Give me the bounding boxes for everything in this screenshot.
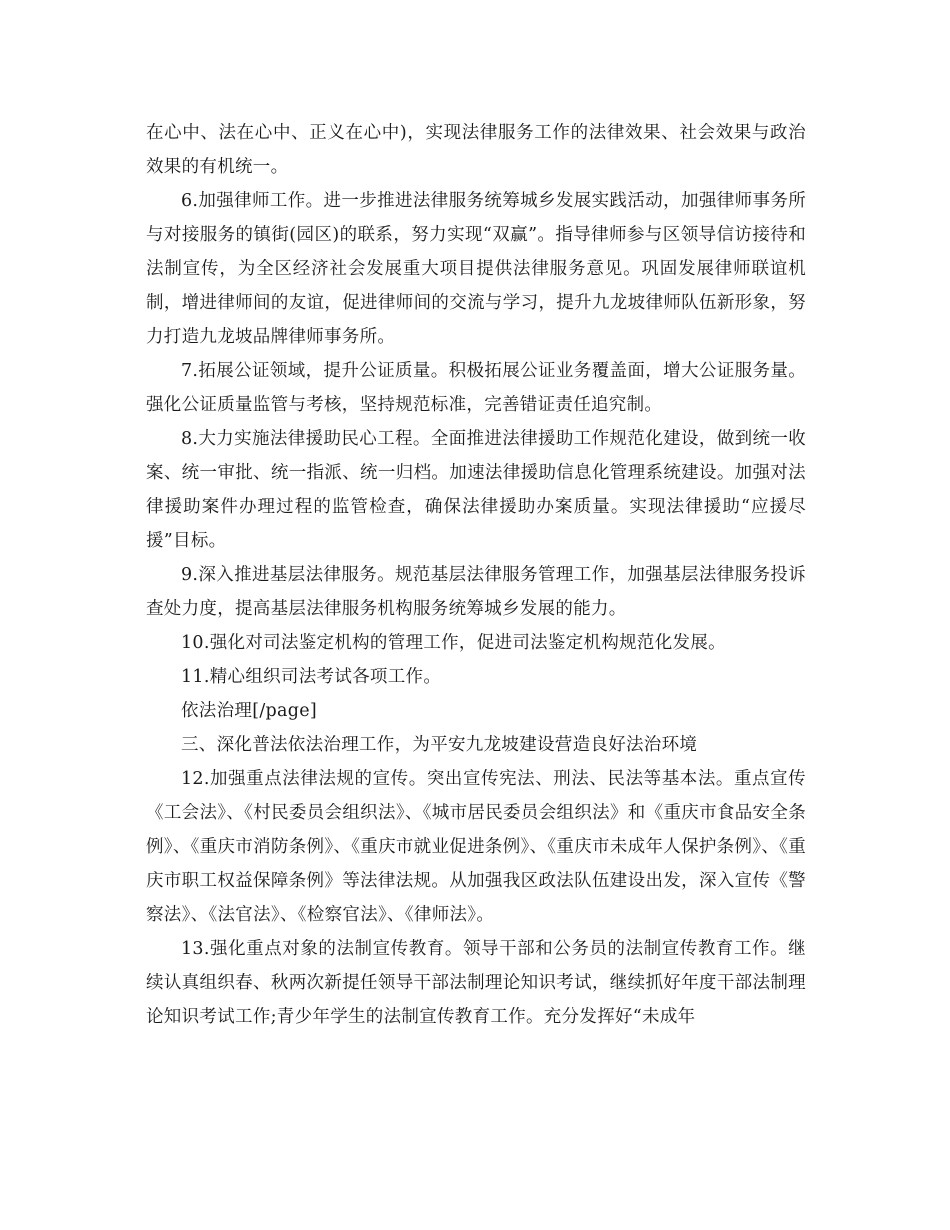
paragraph-item-13: 13.强化重点对象的法制宣传教育。领导干部和公务员的法制宣传教育工作。继续认真组织春、秋两次新提任领导干部法制理论知识考试，继续抓好年度干部法制理论知识考试工作;青少年学生的法制宣传教育工作。充分发挥好“未成年 xyxy=(146,939,806,1027)
paragraph-item-8: 8.大力实施法律援助民心工程。全面推进法律援助工作规范化建设，做到统一收案、统一审批、统一指派、统一归档。加速法律援助信息化管理系统建设。加强对法律援助案件办理过程的监管检查，确保法律援助办案质量。实现法律援助“应援尽援”目标。 xyxy=(146,429,806,551)
paragraph-item-11: 11.精心组织司法考试各项工作。 xyxy=(181,667,442,687)
paragraph-item-12: 12.加强重点法律法规的宣传。突出宣传宪法、刑法、民法等基本法。重点宣传《工会法》、《村民委员会组织法》、《城市居民委员会组织法》和《重庆市食品安全条例》、《重庆市消防条例》、《重庆市就业促进条例》、《重庆市未成年人保护条例》、《重庆市职工权益保障条例》等法律法规。从加强我区政法队伍建设出发，深入宣传《警察法》、《法官法》、《检察官法》、《律师法》。 xyxy=(146,769,806,925)
paragraph-page-marker: 依法治理[/page] xyxy=(181,701,318,721)
paragraph-item-7: 7.拓展公证领域，提升公证质量。积极拓展公证业务覆盖面，增大公证服务量。强化公证质量监管与考核，坚持规范标准，完善错证责任追究制。 xyxy=(146,361,806,415)
paragraph-item-10: 10.强化对司法鉴定机构的管理工作，促进司法鉴定机构规范化发展。 xyxy=(181,633,726,653)
document-body xyxy=(146,116,806,1034)
paragraph-item-9: 9.深入推进基层法律服务。规范基层法律服务管理工作，加强基层法律服务投诉查处力度，提高基层法律服务机构服务统筹城乡发展的能力。 xyxy=(146,565,806,619)
paragraph-item-6: 6.加强律师工作。进一步推进法律服务统筹城乡发展实践活动，加强律师事务所与对接服务的镇街(园区)的联系，努力实现“双赢”。指导律师参与区领导信访接待和法制宣传，为全区经济社会发展重大项目提供法律服务意见。巩固发展律师联谊机制，增进律师间的友谊，促进律师间的交流与学习，提升九龙坡律师队伍新形象，努力打造九龙坡品牌律师事务所。 xyxy=(146,191,806,347)
paragraph-continued: 在心中、法在心中、正义在心中)，实现法律服务工作的法律效果、社会效果与政治效果的有机统一。 xyxy=(146,123,806,177)
section-heading-3: 三、深化普法依法治理工作，为平安九龙坡建设营造良好法治环境 xyxy=(181,735,698,755)
